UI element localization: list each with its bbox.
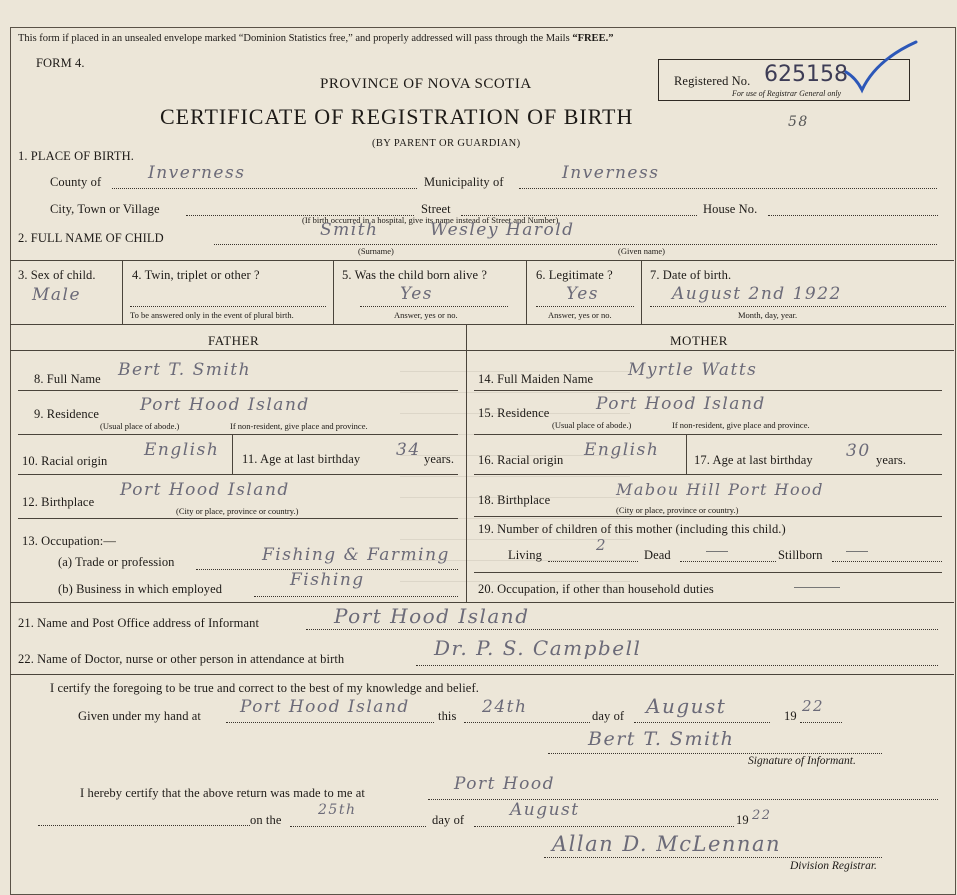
mother-age-value: 30 — [846, 441, 871, 461]
occupation-label: 13. Occupation:— — [22, 534, 116, 548]
mother-residence-label: 15. Residence — [478, 406, 550, 420]
municipality-value: Inverness — [562, 163, 660, 183]
given-place-value: Port Hood Island — [240, 697, 410, 717]
mother-name-label: 14. Full Maiden Name — [478, 372, 594, 386]
father-age-label: 11. Age at last birthday — [242, 452, 361, 466]
children-label: 19. Number of children of this mother (including this child.) — [478, 522, 786, 536]
mother-race-label: 16. Racial origin — [478, 453, 564, 467]
registered-label: Registered No. — [674, 74, 751, 88]
return-day-value: 25th — [318, 802, 357, 818]
twin-label: 4. Twin, triplet or other ? — [132, 268, 260, 282]
stillborn-dash — [846, 551, 868, 552]
mother-abode-note: (Usual place of abode.) — [552, 420, 632, 430]
mother-heading: MOTHER — [670, 333, 728, 348]
surname-note: (Surname) — [358, 246, 394, 256]
father-heading: FATHER — [208, 333, 260, 348]
mother-birthplace-note: (City or place, province or country.) — [616, 505, 739, 515]
dead-dash — [706, 551, 728, 552]
father-age-value: 34 — [396, 440, 421, 460]
given-name-note: (Given name) — [618, 246, 665, 256]
province-title: PROVINCE OF NOVA SCOTIA — [320, 76, 532, 92]
child-name-label: 2. FULL NAME OF CHILD — [18, 231, 164, 245]
father-years: years. — [424, 452, 455, 466]
legitimate-label: 6. Legitimate ? — [536, 268, 613, 282]
alive-label: 5. Was the child born alive ? — [342, 268, 488, 282]
stillborn-label: Stillborn — [778, 548, 823, 562]
informant-value: Port Hood Island — [334, 604, 530, 628]
father-name-value: Bert T. Smith — [118, 360, 252, 380]
mother-birthplace-value: Mabou Hill Port Hood — [616, 480, 824, 499]
informant-signature: Bert T. Smith — [588, 728, 735, 750]
father-abode-note: (Usual place of abode.) — [100, 421, 180, 431]
business-value: Fishing — [290, 570, 365, 590]
mother-nonresident-note: If non-resident, give place and province. — [672, 420, 810, 430]
return-month-value: August — [510, 800, 580, 820]
mother-occupation-label: 20. Occupation, if other than household duties — [478, 582, 714, 596]
return-year-value: 22 — [752, 808, 772, 823]
return-statement: I hereby certify that the above return was made to me at — [80, 786, 365, 800]
subtitle: (BY PARENT OR GUARDIAN) — [372, 138, 521, 149]
return-year-prefix: 19 — [736, 813, 749, 827]
given-month-value: August — [646, 694, 727, 718]
father-nonresident-note: If non-resident, give place and province. — [230, 421, 368, 431]
city-label: City, Town or Village — [50, 202, 160, 216]
father-birthplace-note: (City or place, province or country.) — [176, 506, 299, 516]
house-label: House No. — [703, 202, 758, 216]
certify-statement: I certify the foregoing to be true and correct to the best of my knowledge and belief. — [50, 681, 479, 695]
living-value: 2 — [596, 536, 608, 554]
given-year-value: 22 — [802, 697, 825, 715]
form-number: FORM 4. — [36, 56, 85, 70]
page-title: CERTIFICATE OF REGISTRATION OF BIRTH — [160, 104, 634, 129]
twin-note: To be answered only in the event of plural birth. — [130, 310, 294, 320]
father-residence-label: 9. Residence — [34, 407, 100, 421]
registrar-label: Division Registrar. — [790, 860, 877, 872]
municipality-label: Municipality of — [424, 175, 504, 189]
this-label: this — [438, 709, 457, 723]
legitimate-note: Answer, yes or no. — [548, 310, 612, 320]
sex-label: 3. Sex of child. — [18, 268, 96, 282]
given-day-value: 24th — [482, 697, 528, 717]
county-label: County of — [50, 175, 102, 189]
business-label: (b) Business in which employed — [58, 582, 223, 596]
county-value: Inverness — [148, 163, 246, 183]
alive-value: Yes — [400, 284, 434, 304]
child-given-name: Wesley Harold — [430, 220, 575, 240]
street-label: Street — [421, 202, 451, 216]
trade-value: Fishing & Farming — [262, 545, 450, 565]
hospital-note: (If birth occurred in a hospital, give its name instead of Street and Number) — [302, 215, 559, 225]
dob-value: August 2nd 1922 — [672, 284, 842, 304]
mother-race-value: English — [584, 440, 660, 460]
informant-label: 21. Name and Post Office address of Informant — [18, 616, 260, 630]
day-of-label: day of — [592, 709, 625, 723]
margin-mark: 58 — [788, 114, 809, 130]
registered-number: 625158 — [764, 62, 848, 87]
registered-note: For use of Registrar General only — [732, 89, 842, 98]
dob-note: Month, day, year. — [738, 310, 798, 320]
return-day-of-label: day of — [432, 813, 465, 827]
mother-residence-value: Port Hood Island — [596, 394, 766, 414]
given-at-label: Given under my hand at — [78, 709, 202, 723]
alive-note: Answer, yes or no. — [394, 310, 458, 320]
mother-years: years. — [876, 453, 907, 467]
mailing-notice: This form if placed in an unsealed envelope marked “Dominion Statistics free,” and properly addressed will pass through the Mails “FREE.” — [18, 33, 614, 44]
registrar-signature: Allan D. McLennan — [552, 832, 781, 856]
father-race-label: 10. Racial origin — [22, 454, 108, 468]
mother-occupation-dash — [794, 587, 840, 588]
mother-name-value: Myrtle Watts — [628, 360, 758, 380]
check-mark-icon — [842, 38, 922, 98]
living-label: Living — [508, 548, 542, 562]
father-residence-value: Port Hood Island — [140, 395, 310, 415]
mother-birthplace-label: 18. Birthplace — [478, 493, 551, 507]
father-name-label: 8. Full Name — [34, 372, 101, 386]
mother-age-label: 17. Age at last birthday — [694, 453, 813, 467]
father-birthplace-value: Port Hood Island — [120, 480, 290, 500]
doctor-label: 22. Name of Doctor, nurse or other person in attendance at birth — [18, 652, 345, 666]
dob-label: 7. Date of birth. — [650, 268, 732, 282]
doctor-value: Dr. P. S. Campbell — [434, 636, 642, 660]
dead-label: Dead — [644, 548, 671, 562]
return-place-value: Port Hood — [454, 774, 556, 794]
signature-label: Signature of Informant. — [748, 755, 856, 767]
given-year-prefix: 19 — [784, 709, 797, 723]
trade-label: (a) Trade or profession — [58, 555, 175, 569]
on-the-label: on the — [250, 813, 282, 827]
father-race-value: English — [144, 440, 220, 460]
child-surname: Smith — [320, 220, 379, 240]
sex-value: Male — [32, 285, 82, 305]
legitimate-value: Yes — [566, 284, 600, 304]
place-of-birth-heading: 1. PLACE OF BIRTH. — [18, 149, 134, 163]
father-birthplace-label: 12. Birthplace — [22, 495, 95, 509]
